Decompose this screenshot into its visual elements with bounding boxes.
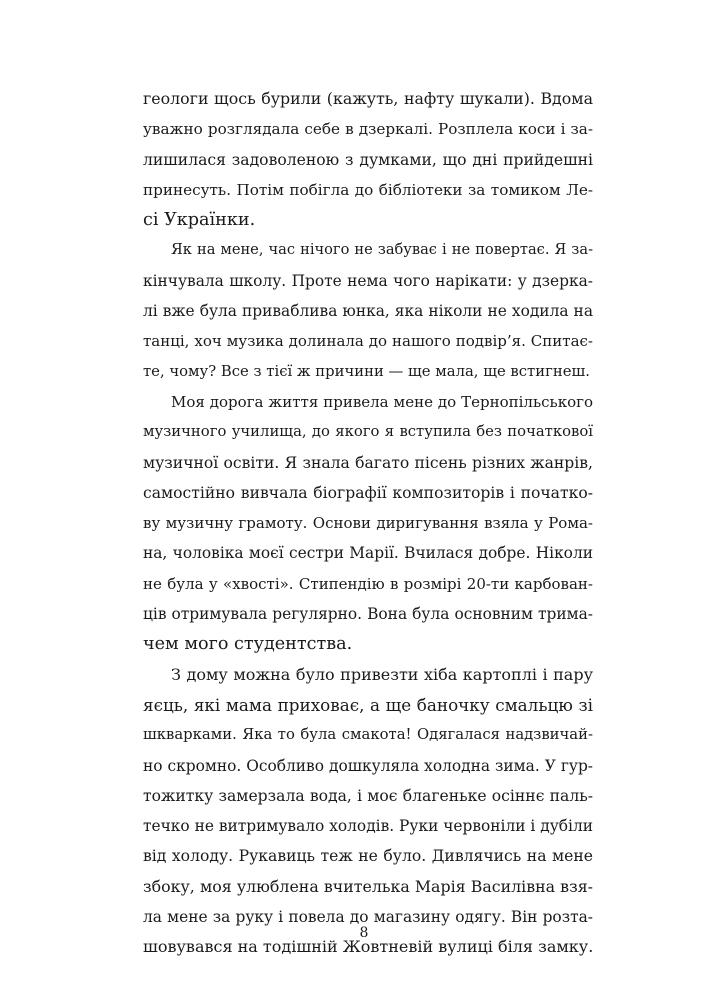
text-line: збоку, моя улюблена вчителька Марія Василівна взя- — [143, 876, 593, 896]
text-line: сі Українки. — [143, 210, 256, 231]
text-line: шовувався на тодішній Жовтневій вулиці біля замку. — [143, 937, 594, 957]
text-line: самостійно вивчала біографії композиторів і початко- — [143, 483, 593, 502]
text-line: не була у «хвості». Стипендію в розмірі 20-ти карбован- — [143, 574, 593, 593]
text-line: лі вже була приваблива юнка, яка ніколи не ходила на — [143, 302, 593, 321]
text-line: ла мене за руку і повела до магазину одягу. Він розта- — [143, 908, 593, 927]
text-line: шкварками. Яка то була смакота! Одягалася надзвичай- — [143, 726, 593, 744]
text-line: музичної освіти. Я знала багато пісень різних жанрів, — [143, 453, 593, 472]
text-line: принесуть. Потім побігла до бібліотеки за томиком Ле- — [143, 180, 593, 199]
page-number: 8 — [359, 925, 369, 941]
text-line: від холоду. Рукавиць теж не було. Дивлячись на мене — [143, 847, 593, 866]
paragraph-3 — [143, 387, 593, 660]
paragraph-1 — [143, 84, 593, 235]
text-line: чем мого студентства. — [143, 634, 353, 655]
text-line: тожитку замерзала вода, і моє благеньке осіннє паль- — [143, 786, 593, 805]
text-line: ву музичну грамоту. Основи диригування взяла у Рома- — [143, 514, 593, 533]
text-line: на, чоловіка моєї сестри Марії. Вчилася добре. Ніколи — [143, 544, 593, 563]
paragraph-4 — [143, 660, 593, 963]
text-line: течко не витримувало холодів. Руки червоніли і дубіли — [143, 817, 593, 836]
text-line: но скромно. Особливо дошкуляла холодна зима. У гур- — [143, 756, 593, 775]
text-line: лишилася задоволеною з думками, що дні прийдешні — [143, 150, 593, 169]
text-line: уважно розглядала себе в дзеркалі. Розплела коси і за- — [143, 120, 593, 139]
text-line: Моя дорога життя привела мене до Тернопільського — [171, 392, 593, 411]
text-line: те, чому? Все з тієї ж причини — ще мала, ще встигнеш. — [143, 362, 590, 380]
text-line: музичного училища, до якого я вступила без початкової — [143, 423, 593, 441]
text-line: кінчувала школу. Проте нема чого нарікати: у дзеркa- — [143, 271, 593, 290]
text-line: танці, хоч музика долинала до нашого подвір’я. Спитає- — [143, 332, 593, 351]
paragraph-2 — [143, 235, 593, 386]
text-line: Як на мене, час нічого не забуває і не повертає. Я за- — [171, 241, 593, 259]
body-text — [143, 84, 593, 963]
text-line: ців отримувала регулярно. Вона була основним трима- — [143, 605, 593, 624]
text-line: З дому можна було привезти хіба картоплі і пару — [171, 664, 593, 684]
text-line: геологи щось бурили (кажуть, нафту шукали). Вдома — [143, 89, 593, 108]
text-line: яєць, які мама приховає, а ще баночку смальцю зі — [143, 694, 593, 715]
